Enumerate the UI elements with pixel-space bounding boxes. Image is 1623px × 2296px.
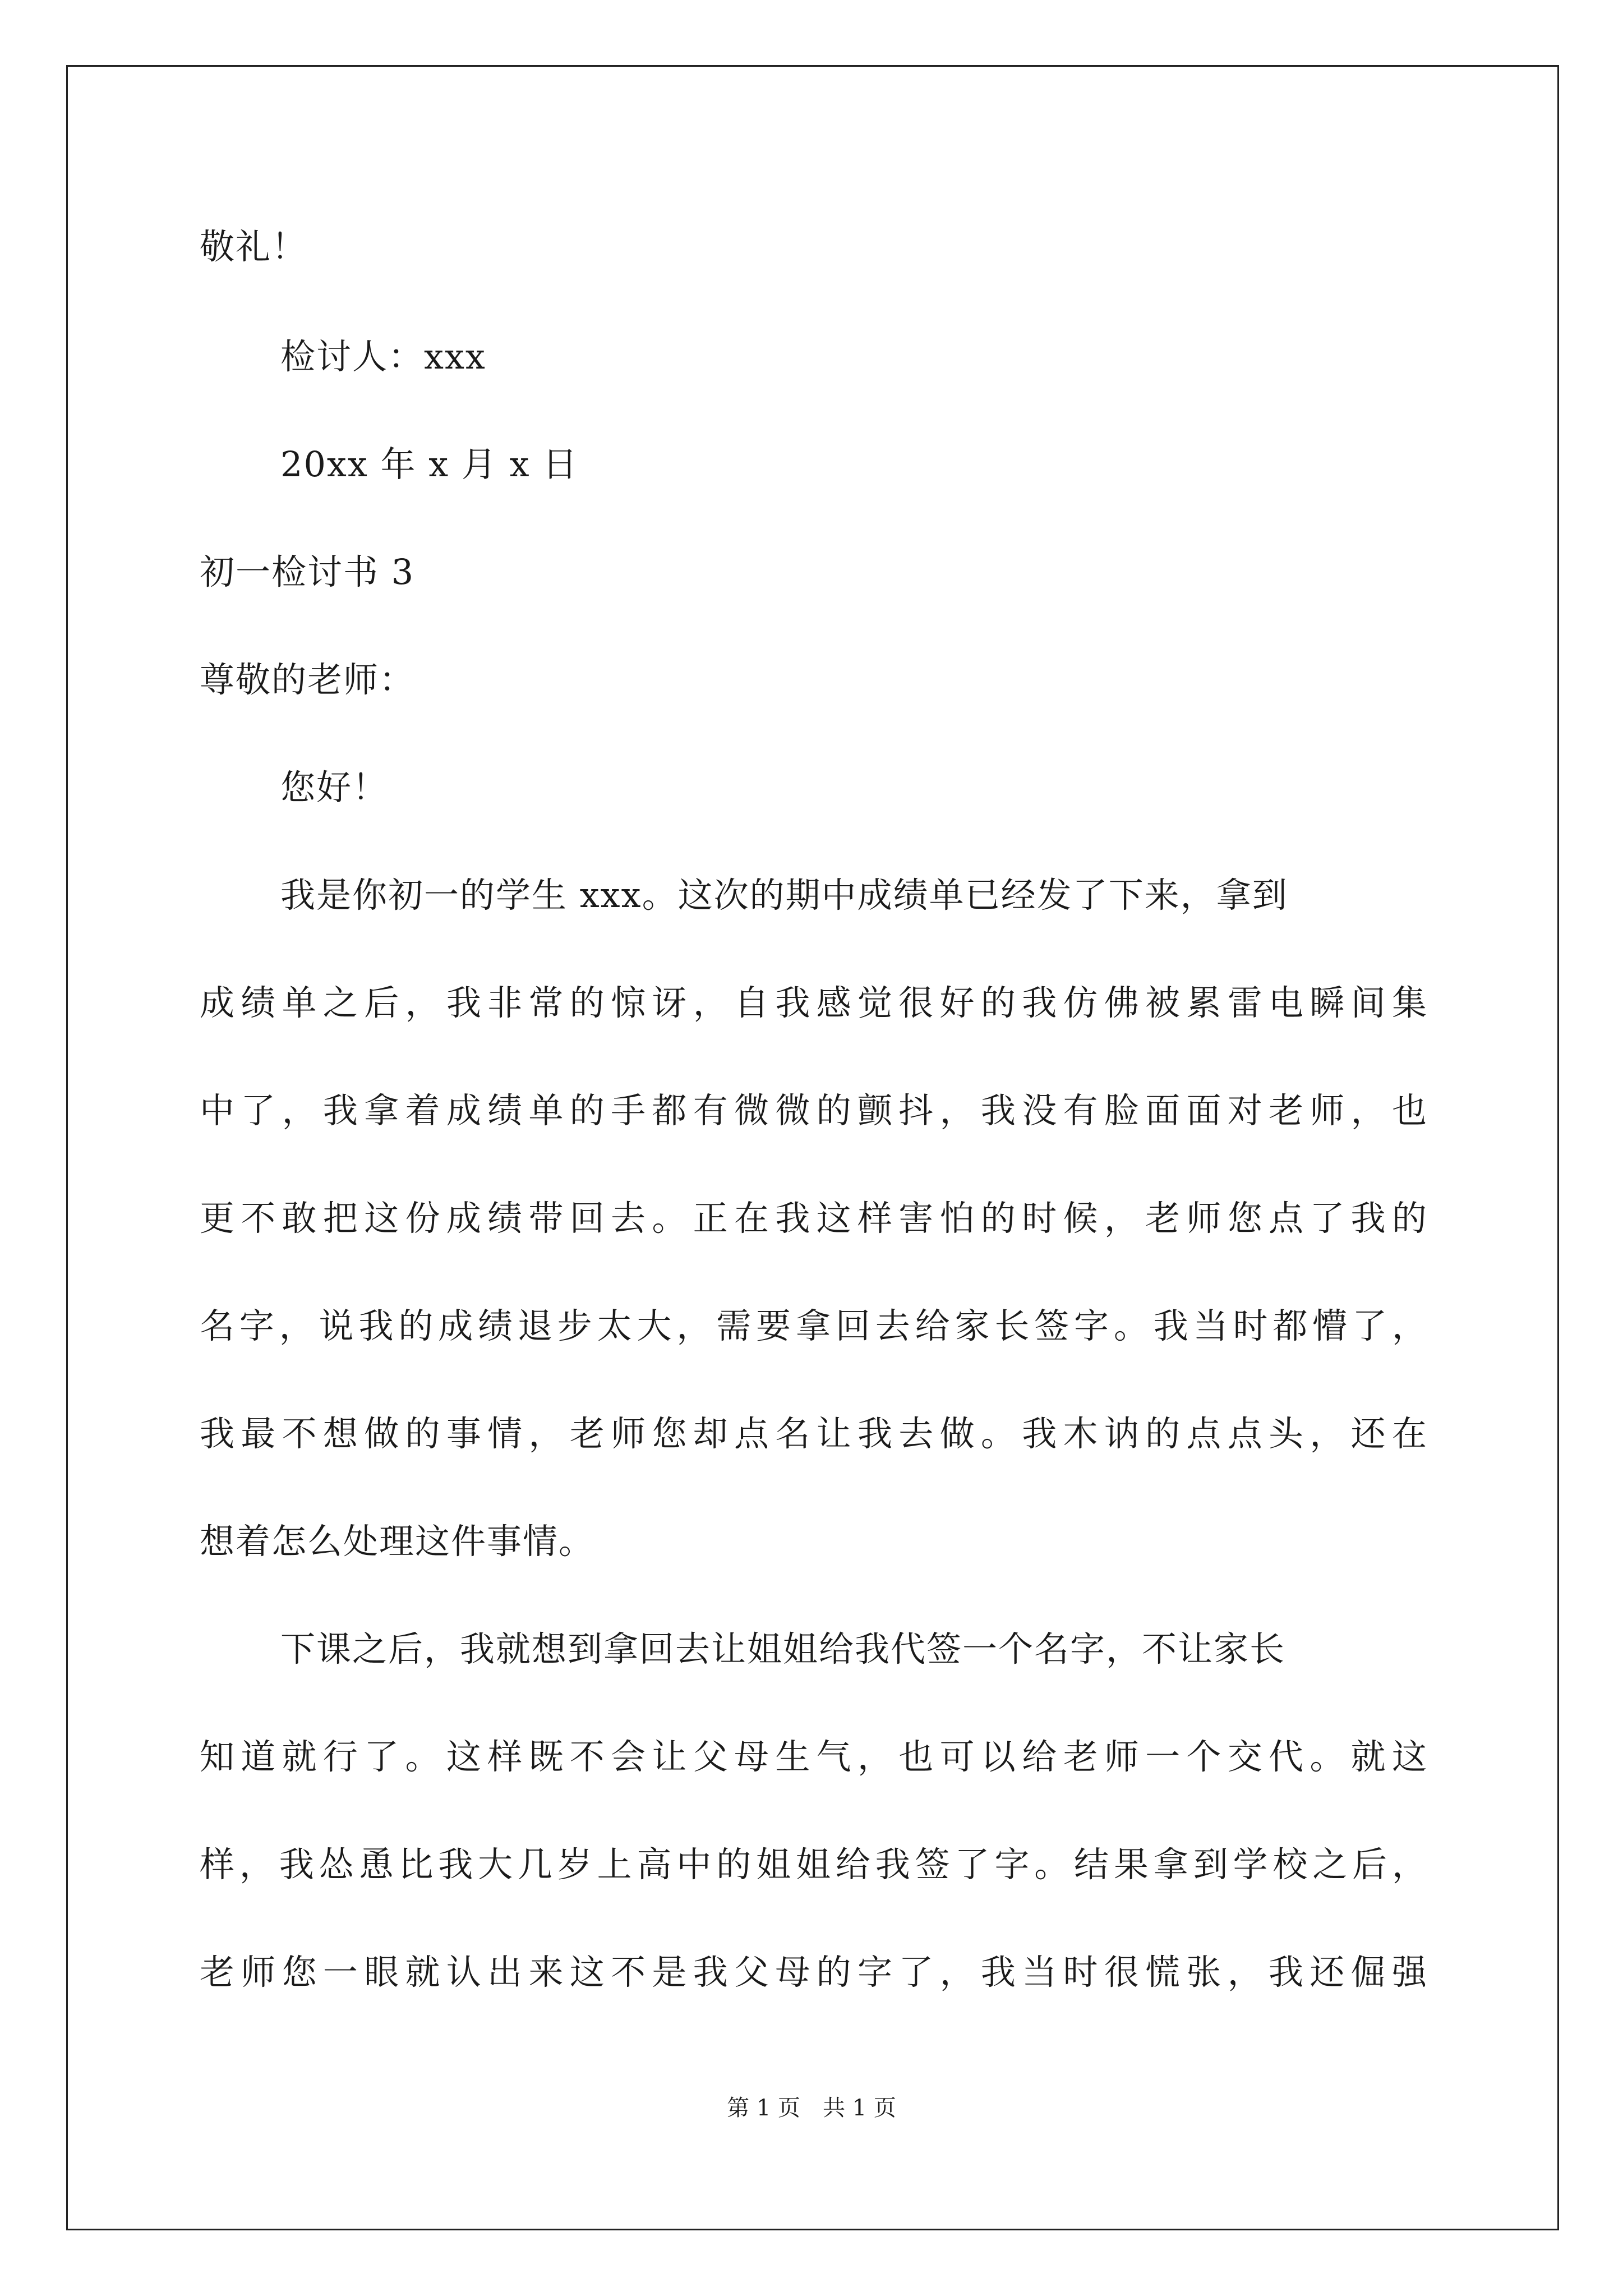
signature-date: 20xx 年 x 月 x 日 — [280, 444, 579, 485]
body-text-line: 知道就行了。这样既不会让父母生气，也可以给老师一个交代。就这 — [200, 1736, 1428, 1777]
letter-greeting: 尊敬的老师： — [200, 659, 416, 700]
page-number-footer: 第 1 页 共 1 页 — [727, 2095, 896, 2121]
body-text-line: 老师您一眼就认出来这不是我父母的字了，我当时很慌张，我还倔强 — [200, 1952, 1428, 1993]
closing-salutation: 敬礼！ — [200, 226, 308, 267]
body-text-line: 更不敢把这份成绩带回去。正在我这样害怕的时候，老师您点了我的 — [200, 1198, 1428, 1239]
body-text-line: 想着怎么处理这件事情。 — [200, 1521, 595, 1562]
body-text-line: 中了，我拿着成绩单的手都有微微的颤抖，我没有脸面面对老师，也 — [200, 1090, 1428, 1131]
page-border — [66, 65, 1559, 2230]
body-text-line: 成绩单之后，我非常的惊讶，自我感觉很好的我仿佛被累雷电瞬间集 — [200, 982, 1428, 1023]
signature-name: 检讨人：xxx — [280, 336, 486, 377]
body-text-line: 下课之后，我就想到拿回去让姐姐给我代签一个名字，不让家长 — [280, 1628, 1286, 1669]
body-text-line: 我最不想做的事情，老师您却点名让我去做。我木讷的点点头，还在 — [200, 1413, 1428, 1454]
section-title: 初一检讨书 3 — [200, 551, 415, 592]
body-text-line: 名字，说我的成绩退步太大，需要拿回去给家长签字。我当时都懵了， — [200, 1305, 1428, 1346]
letter-opening: 您好！ — [280, 767, 389, 808]
body-text-line: 样，我怂恿比我大几岁上高中的姐姐给我签了字。结果拿到学校之后， — [200, 1844, 1428, 1885]
body-text-line: 我是你初一的学生 xxx。这次的期中成绩单已经发了下来，拿到 — [280, 875, 1288, 915]
